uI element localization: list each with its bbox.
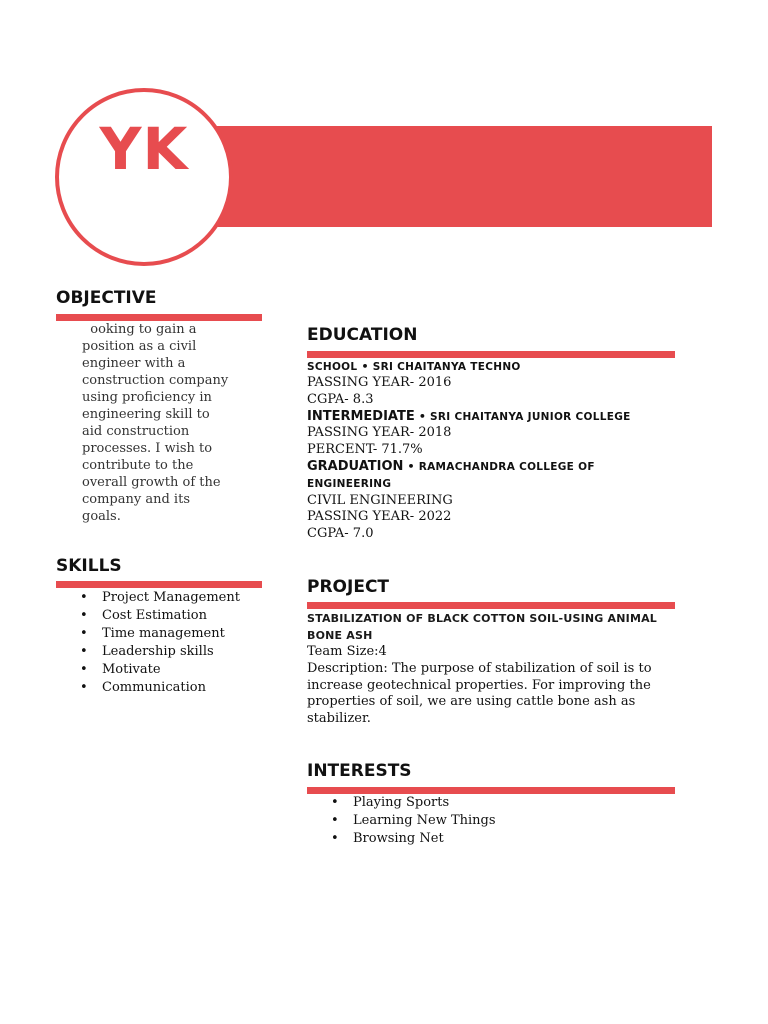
objective-line: overall growth of the [82,475,221,490]
intermediate-separator: • [418,409,426,423]
objective-line: company and its [82,492,190,507]
skill-item: • Motivate [56,661,266,679]
objective-rule [56,314,262,321]
school-label: SCHOOL [307,361,358,373]
interests-rule [307,787,675,794]
education-rule [307,351,675,358]
interests-heading: INTERESTS [307,761,412,781]
graduation-row [307,459,687,476]
intermediate-label: INTERMEDIATE [307,408,415,424]
project-heading: PROJECT [307,577,390,597]
school-row [307,359,687,375]
skill-item: • Communication [56,679,266,697]
graduation-name-continued [307,476,687,493]
objective-line: goals. [82,509,121,524]
project-description-line: Description: The purpose of stabilization of soil is to [307,660,652,676]
objective-line: contribute to the [82,458,194,473]
project-team-size: Team Size:4 [307,644,387,659]
skill-item: • Time management [56,625,266,643]
school-cgpa: CGPA- 8.3 [307,391,374,407]
skill-item: • Leadership skills [56,643,266,661]
intermediate-percent: PERCENT- 71.7% [307,442,423,458]
skills-list [56,589,266,697]
objective-line: using proficiency in [82,390,212,405]
objective-line: engineering skill to [82,407,210,422]
project-name: STABILIZATION OF BLACK COTTON SOIL-USING ANIMAL [307,612,658,625]
intermediate-row [307,409,687,426]
graduation-name: RAMACHANDRA COLLEGE OF [418,460,595,473]
skill-item: • Project Management [56,589,266,607]
skills-heading: SKILLS [56,556,122,576]
intermediate-name: SRI CHAITANYA JUNIOR COLLEGE [430,410,631,423]
graduation-name-line2: ENGINEERING [307,477,392,490]
objective-line: engineer with a [82,356,186,371]
monogram-badge [55,88,233,266]
objective-line: processes. I wish to [82,441,213,456]
school-name: SRI CHAITANYA TECHNO [372,361,521,373]
monogram-initials: YK [99,115,189,183]
objective-line: ooking to gain a [82,322,197,337]
skill-item: • Cost Estimation [56,607,266,625]
interest-item: • Playing Sports [307,794,607,812]
header-band [215,126,712,227]
graduation-separator: • [407,459,415,473]
interest-item: • Learning New Things [307,812,607,830]
objective-heading: OBJECTIVE [56,288,157,308]
graduation-label: GRADUATION [307,458,404,474]
project-description-line: properties of soil, we are using cattle bone ash as [307,694,636,710]
objective-line: aid construction [82,424,190,439]
school-separator: • [361,360,369,373]
project-name-continued: BONE ASH [307,629,373,642]
project-rule [307,602,675,609]
graduation-year: PASSING YEAR- 2022 [307,509,452,525]
graduation-branch: CIVIL ENGINEERING [307,492,453,508]
objective-line: position as a civil [82,339,197,354]
education-heading: EDUCATION [307,325,418,345]
project-block [307,610,679,728]
objective-text [82,321,262,525]
project-description-line: increase geotechnical properties. For improving the [307,677,651,693]
school-year: PASSING YEAR- 2016 [307,375,452,390]
project-description-line: stabilizer. [307,711,371,727]
intermediate-year: PASSING YEAR- 2018 [307,425,452,441]
interest-item: • Browsing Net [307,830,607,848]
interests-list [307,794,607,848]
education-block [307,359,687,543]
skills-rule [56,581,262,588]
objective-line: construction company [82,373,229,388]
graduation-cgpa: CGPA- 7.0 [307,526,374,542]
